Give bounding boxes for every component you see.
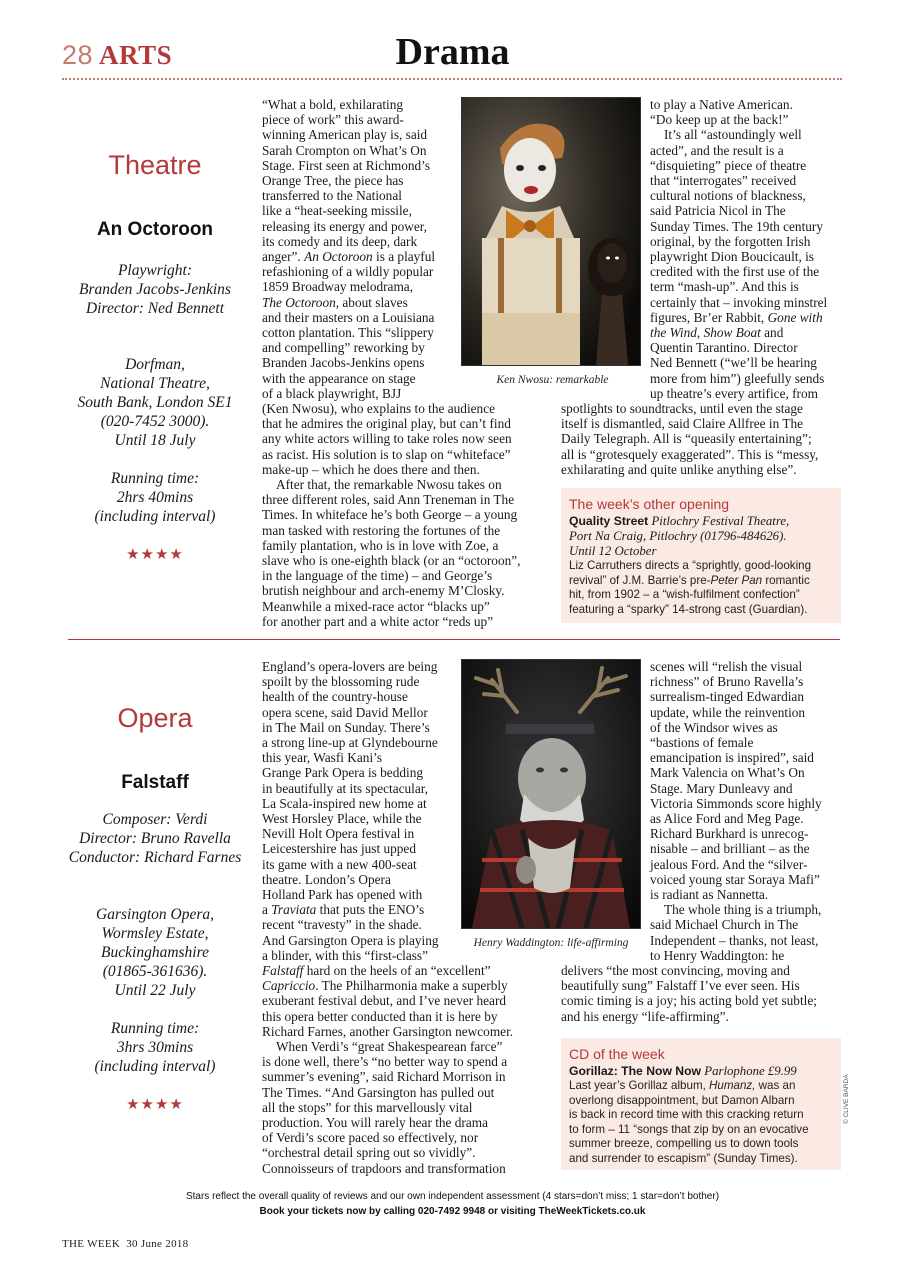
text-line: to Henry Waddington: he xyxy=(650,947,785,963)
text-line: up theatre’s every artifice, from xyxy=(650,385,818,401)
title-italic: Gone with xyxy=(767,309,823,325)
title-italic: Show Boat xyxy=(703,325,761,341)
credit-line: Composer: Verdi xyxy=(102,811,208,828)
text-line xyxy=(262,295,457,310)
opera-review-col-b-wide xyxy=(561,963,846,1024)
theatre-photo xyxy=(461,97,641,366)
text-line: all the stops” for this marvellously vital xyxy=(262,1099,473,1115)
text-line: Richard Farnes, another Garsington newcomer. xyxy=(262,1023,514,1039)
text-line: certainly that – invoking minstrel xyxy=(650,294,828,310)
text-line: in the language of the time) – and George’s xyxy=(262,568,493,584)
publication-name: THE WEEK xyxy=(62,1238,121,1250)
cd-box-listing xyxy=(569,1064,833,1079)
cd-of-the-week-box xyxy=(561,1038,841,1170)
text-line: acted”, and the result is a xyxy=(650,142,784,158)
credit-line: Playwright: xyxy=(117,262,193,279)
text-line: like a “heat-seeking missile, xyxy=(262,203,412,219)
text-line: in beautifully at its spectacular, xyxy=(262,780,428,796)
ken-nwosu-photo-illustration xyxy=(462,98,640,365)
text-line: scenes will “relish the visual xyxy=(650,659,803,674)
text-line: Sarah Crompton on What’s On xyxy=(262,142,427,158)
text-line: releasing its energy and power, xyxy=(262,218,428,234)
other-opening-body xyxy=(569,559,833,617)
title-italic: Peter Pan xyxy=(710,573,763,587)
text-line: Stage. First seen at Richmond’s xyxy=(262,157,431,173)
text-line: man tasked with restoring the fortunes of the xyxy=(262,522,501,538)
text-line: spotlights to soundtracks, until even the stage xyxy=(561,401,803,416)
opera-title: Traviata xyxy=(271,902,317,918)
text-line: 1859 Broadway melodrama, xyxy=(262,279,414,295)
text-line xyxy=(262,249,457,264)
text-line: voiced young star Soraya Mafi” xyxy=(650,871,820,887)
text-line xyxy=(569,574,833,589)
text-line: and compelling” reworking by xyxy=(262,340,425,356)
other-opening-listing xyxy=(569,514,833,559)
other-opening-title: Quality Street xyxy=(569,514,649,528)
venue-line: Buckinghamshire xyxy=(101,944,209,961)
text-line: more from him”) gleefully sends xyxy=(650,370,825,386)
text-line: winning American play is, said xyxy=(262,127,428,143)
text-line: term “mash-up”. And this is xyxy=(650,279,799,295)
text-line: this year, Wasfi Kani’s xyxy=(262,750,383,766)
venue-line: Garsington Opera, xyxy=(96,906,214,923)
credit-line: Director: Ned Bennett xyxy=(85,300,225,317)
text-line: Mark Valencia on What’s On xyxy=(650,765,805,781)
text-line: After that, the remarkable Nwosu takes on xyxy=(276,477,502,493)
text-line: Grange Park Opera is bedding xyxy=(262,765,423,781)
text-line: Quentin Tarantino. Director xyxy=(650,340,798,356)
text-line: credited with the first use of the xyxy=(650,264,820,280)
theatre-review-col-b-wide xyxy=(561,401,846,477)
running-line: 3hrs 30mins xyxy=(116,1039,194,1056)
venue-line: (020-7452 3000). xyxy=(100,413,210,430)
text-line: Holland Park has opened with xyxy=(262,887,423,903)
text-line: a blinder, with this “first-class” xyxy=(262,947,429,963)
play-title: An Octoroon xyxy=(304,249,373,265)
photo-credit: © CLIVE BARDA xyxy=(843,1074,850,1124)
text-line: that he admires the original play, but can’t find xyxy=(262,416,511,432)
venue-line: (01865-361636). xyxy=(102,963,208,980)
text-run: hard on the heels of an “excellent” xyxy=(303,963,491,978)
other-opening-dates: Until 12 October xyxy=(569,544,657,558)
text-line: Stage. Mary Dunleavy and xyxy=(650,780,793,796)
text-line: hit, from 1902 – a “wish-fulfilment confection” xyxy=(569,588,800,601)
venue-line: Wormsley Estate, xyxy=(101,925,209,942)
text-line: jealous Ford. And the “silver- xyxy=(650,856,808,872)
text-run: a xyxy=(262,902,272,918)
text-line: of Verdi’s score paced so effectively, nor xyxy=(262,1130,479,1146)
text-line: Leicestershire has just upped xyxy=(262,841,416,857)
opera-credits xyxy=(50,810,260,867)
text-line: cotton plantation. This “slippery xyxy=(262,325,434,341)
text-line: slave who is one-eighth black (or an “octoroon”, xyxy=(262,553,521,569)
text-line: transferred to the National xyxy=(262,188,402,204)
text-line: Orange Tree, the piece has xyxy=(262,173,404,189)
text-line: Nevill Holt Opera festival in xyxy=(262,826,415,842)
opera-title: Capriccio xyxy=(262,978,316,994)
text-line: spoilt by the blossoming rude xyxy=(262,674,420,690)
text-line: The Times. “And Garsington has pulled out xyxy=(262,1084,495,1100)
text-line: any white actors willing to take roles now seen xyxy=(262,431,512,447)
theatre-running-time xyxy=(60,469,250,526)
text-line: original, by the forgotten Irish xyxy=(650,233,811,249)
text-line: featuring a “sparky” 14-strong cast (Guardian). xyxy=(569,602,808,616)
text-line: West Horsley Place, while the xyxy=(262,811,422,827)
text-line: production. You will rarely hear the drama xyxy=(262,1115,488,1131)
text-line: “Do keep up at the back!” xyxy=(650,112,789,128)
text-line: to form – 11 “songs that zip by on an evocative xyxy=(569,1122,809,1136)
text-line: in The Mail on Sunday. There’s xyxy=(262,719,430,735)
text-line: and their masters on a Louisiana xyxy=(262,309,435,325)
text-line: for another part and a white actor “reds up” xyxy=(262,613,494,629)
text-line: of the Windsor wives as xyxy=(650,719,778,735)
page-title: Drama xyxy=(395,31,510,73)
text-line: summer’s evening”, said Richard Morrison in xyxy=(262,1069,506,1085)
text-line: nisable – and brilliant – as the xyxy=(650,841,810,857)
text-run: figures, Br’er Rabbit, xyxy=(650,309,768,325)
text-line xyxy=(650,325,845,340)
section-divider xyxy=(68,639,840,640)
venue-line: Dorfman, xyxy=(125,356,185,373)
theatre-info xyxy=(60,150,250,564)
henry-waddington-photo-illustration xyxy=(462,660,640,928)
text-line: this opera better conducted than it is here by xyxy=(262,1008,498,1024)
text-line: recent “travesty” in the shade. xyxy=(262,917,422,933)
credit-line: Director: Bruno Ravella xyxy=(79,830,231,847)
other-opening-heading: The week’s other opening xyxy=(569,496,730,512)
play-title: The Octoroon, xyxy=(262,294,340,310)
other-opening-venue: Port Na Craig, Pitlochry (01796-484626). xyxy=(569,529,787,543)
theatre-photo-caption: Ken Nwosu: remarkable xyxy=(496,374,609,386)
text-run: anger”. xyxy=(262,249,305,265)
text-line: exuberant festival debut, and I’ve never heard xyxy=(262,993,507,1009)
running-line: (including interval) xyxy=(94,1058,216,1075)
running-line: Running time: xyxy=(110,1020,200,1037)
text-run: romantic xyxy=(762,573,810,587)
text-run: that puts the ENO’s xyxy=(316,902,425,918)
page-number-digits: 28 xyxy=(62,40,94,70)
theatre-venue xyxy=(60,355,250,450)
theatre-review-col-b xyxy=(650,97,845,401)
text-line: summer breeze, compelling us to down tools xyxy=(569,1137,799,1150)
text-line: is done well, there’s “no better way to spend a xyxy=(262,1054,508,1070)
text-line xyxy=(262,963,547,978)
header-dotted-rule xyxy=(62,78,842,80)
text-line: of a black playwright, BJJ xyxy=(262,385,402,401)
text-line: And Garsington Opera is playing xyxy=(262,932,439,948)
stars-explanation: Stars reflect the overall quality of reviews and our own independent assessment (4 stars=don’t miss; 1 star=don’t bother) xyxy=(185,1191,720,1202)
text-line: as Alice Ford and Meg Page. xyxy=(650,811,804,827)
text-line: to play a Native American. xyxy=(650,97,793,112)
text-run: revival” of J.M. Barrie’s pre- xyxy=(569,573,711,587)
text-line: comic timing is a joy; his acting bold yet subtle; xyxy=(561,993,817,1009)
opera-show-title: Falstaff xyxy=(121,772,189,793)
text-line: Ned Bennett (“we’ll be hearing xyxy=(650,355,817,371)
text-line: is radiant as Nannetta. xyxy=(650,887,769,903)
text-run: Last year’s Gorillaz album, xyxy=(569,1079,710,1092)
opera-photo xyxy=(461,659,641,929)
text-line: Branden Jacobs-Jenkins opens xyxy=(262,355,425,371)
cd-label-price: Parlophone £9.99 xyxy=(704,1064,797,1078)
text-line: make-up – which he does there and then. xyxy=(262,461,480,477)
text-line: with the appearance on stage xyxy=(262,370,416,386)
text-line: “disquieting” piece of theatre xyxy=(650,157,807,173)
text-line: “bastions of female xyxy=(650,735,754,751)
album-title: Humanz, xyxy=(709,1079,756,1092)
theatre-category: Theatre xyxy=(108,150,202,180)
text-line xyxy=(262,902,457,917)
text-line: theatre. London’s Opera xyxy=(262,871,391,887)
text-line xyxy=(262,978,547,993)
running-line: Running time: xyxy=(110,470,200,487)
theatre-review-col-a-wide xyxy=(262,401,547,629)
text-line: health of the country-house xyxy=(262,689,408,705)
theatre-credits xyxy=(60,261,250,318)
opera-photo-caption: Henry Waddington: life-affirming xyxy=(473,937,629,949)
text-line: richness” of Bruno Ravella’s xyxy=(650,674,804,690)
text-line: a strong line-up at Glyndebourne xyxy=(262,735,438,751)
text-line: exhilarating and quite unlike anything else”. xyxy=(561,461,797,477)
opera-title: Falstaff xyxy=(262,963,304,978)
text-line: and surrender to escapism” (Sunday Times). xyxy=(569,1151,798,1165)
section-label: ARTS xyxy=(99,40,173,70)
other-opening-box xyxy=(561,488,841,623)
text-line: La Scala-inspired new home at xyxy=(262,795,427,811)
text-line xyxy=(569,1079,833,1094)
text-run: was an xyxy=(755,1079,796,1092)
text-run: . The Philharmonia make a superbly xyxy=(315,978,508,994)
publication-date xyxy=(62,1238,188,1250)
text-line: Meanwhile a mixed-race actor “blacks up” xyxy=(262,598,490,614)
theatre-star-rating: ★★★★ xyxy=(126,547,184,563)
text-line: Connoisseurs of trapdoors and transformation xyxy=(262,1160,506,1176)
cd-box-heading: CD of the week xyxy=(569,1046,665,1062)
text-line: Times. In whiteface he’s both George – a young xyxy=(262,507,518,523)
text-line: Richard Burkhard is unrecog- xyxy=(650,826,809,842)
opera-review-col-b xyxy=(650,659,845,963)
opera-review-col-a-wide xyxy=(262,963,547,1176)
text-line: Sunday Times. The 19th century xyxy=(650,218,823,234)
opera-running-time xyxy=(60,1019,250,1076)
text-line: emancipation is inspired”, said xyxy=(650,750,814,766)
text-line: piece of work” this award- xyxy=(262,112,404,128)
text-line: Daily Telegraph. All is “queasily entertaining”; xyxy=(561,431,812,447)
venue-line: Until 18 July xyxy=(114,432,196,449)
venue-line: South Bank, London SE1 xyxy=(77,394,233,411)
theatre-review-col-a xyxy=(262,97,457,401)
opera-category: Opera xyxy=(117,703,193,733)
text-line xyxy=(650,310,845,325)
text-line: (Ken Nwosu), who explains to the audience xyxy=(262,401,496,416)
text-line: as racist. His solution is to slap on “whiteface” xyxy=(262,446,511,462)
text-line: It’s all “astoundingly well xyxy=(664,127,802,143)
text-line: playwright Dion Boucicault, is xyxy=(650,249,814,265)
text-line: itself is dismantled, said Claire Allfree in The xyxy=(561,416,803,432)
text-line: “orchestral detail spring out so vividly”. xyxy=(262,1145,476,1161)
venue-line: National Theatre, xyxy=(100,375,210,392)
text-line: said Patricia Nicol in The xyxy=(650,203,786,219)
text-run: about slaves xyxy=(339,294,408,310)
text-run: , xyxy=(696,325,704,341)
text-line: delivers “the most convincing, moving and xyxy=(561,963,790,978)
opera-star-rating: ★★★★ xyxy=(126,1097,184,1113)
text-run: is a playful xyxy=(372,249,436,265)
text-line: brutish neighbour and arch-enemy M’Closky. xyxy=(262,583,505,599)
text-line: refashioning of a wildly popular xyxy=(262,264,434,280)
running-line: 2hrs 40mins xyxy=(116,489,194,506)
other-opening-venue: Pitlochry Festival Theatre, xyxy=(651,514,790,528)
text-run: and xyxy=(760,325,784,341)
text-line: Independent – thanks, not least, xyxy=(650,932,819,948)
booking-line: Book your tickets now by calling 020-7492 9948 or visiting TheWeekTickets.co.uk xyxy=(259,1206,646,1217)
text-line: and his energy “life-affirming”. xyxy=(561,1008,729,1024)
cd-box-body xyxy=(569,1079,833,1166)
running-line: (including interval) xyxy=(94,508,216,525)
text-line: When Verdi’s “great Shakespearean farce” xyxy=(276,1039,503,1055)
theatre-show-title: An Octoroon xyxy=(96,219,214,240)
text-line: cultural notions of blackness, xyxy=(650,188,806,204)
text-line: three different roles, said Ann Treneman in The xyxy=(262,492,515,508)
text-line: update, while the reinvention xyxy=(650,704,806,720)
cd-title: Gorillaz: The Now Now xyxy=(569,1064,702,1078)
text-line: is back in record time with this cracking return xyxy=(569,1108,804,1121)
credit-line: Conductor: Richard Farnes xyxy=(68,849,242,866)
text-line: England’s opera-lovers are being xyxy=(262,659,438,674)
text-line: surrealism-tinged Edwardian xyxy=(650,689,804,705)
opera-info xyxy=(60,703,250,1114)
venue-line: Until 22 July xyxy=(114,982,196,999)
text-line: beautifully sung” Falstaff I’ve ever seen. His xyxy=(561,978,800,994)
issue-date: 30 June 2018 xyxy=(126,1238,189,1250)
text-line: opera scene, said David Mellor xyxy=(262,704,428,720)
text-line: its game with a new 400-seat xyxy=(262,856,417,872)
text-line: that “interrogates” received xyxy=(650,173,797,189)
text-line: all is “grotesquely exaggerated”. This is “messy, xyxy=(561,446,819,462)
opera-review-col-a xyxy=(262,659,457,963)
text-line: overlong disappointment, but Damon Albarn xyxy=(569,1093,795,1107)
opera-venue xyxy=(60,905,250,1000)
text-line: family plantation, who is in love with Zoe, a xyxy=(262,537,499,553)
text-line: said Michael Church in The xyxy=(650,917,799,933)
title-italic: the Wind xyxy=(650,325,697,341)
text-line: Victoria Simmonds score highly xyxy=(650,795,822,811)
text-line: Liz Carruthers directs a “sprightly, good-looking xyxy=(569,559,812,572)
credit-line: Branden Jacobs-Jenkins xyxy=(79,281,231,298)
text-line: its comedy and its deep, dark xyxy=(262,233,418,249)
text-line: The whole thing is a triumph, xyxy=(664,902,822,918)
text-line: “What a bold, exhilarating xyxy=(262,97,404,112)
